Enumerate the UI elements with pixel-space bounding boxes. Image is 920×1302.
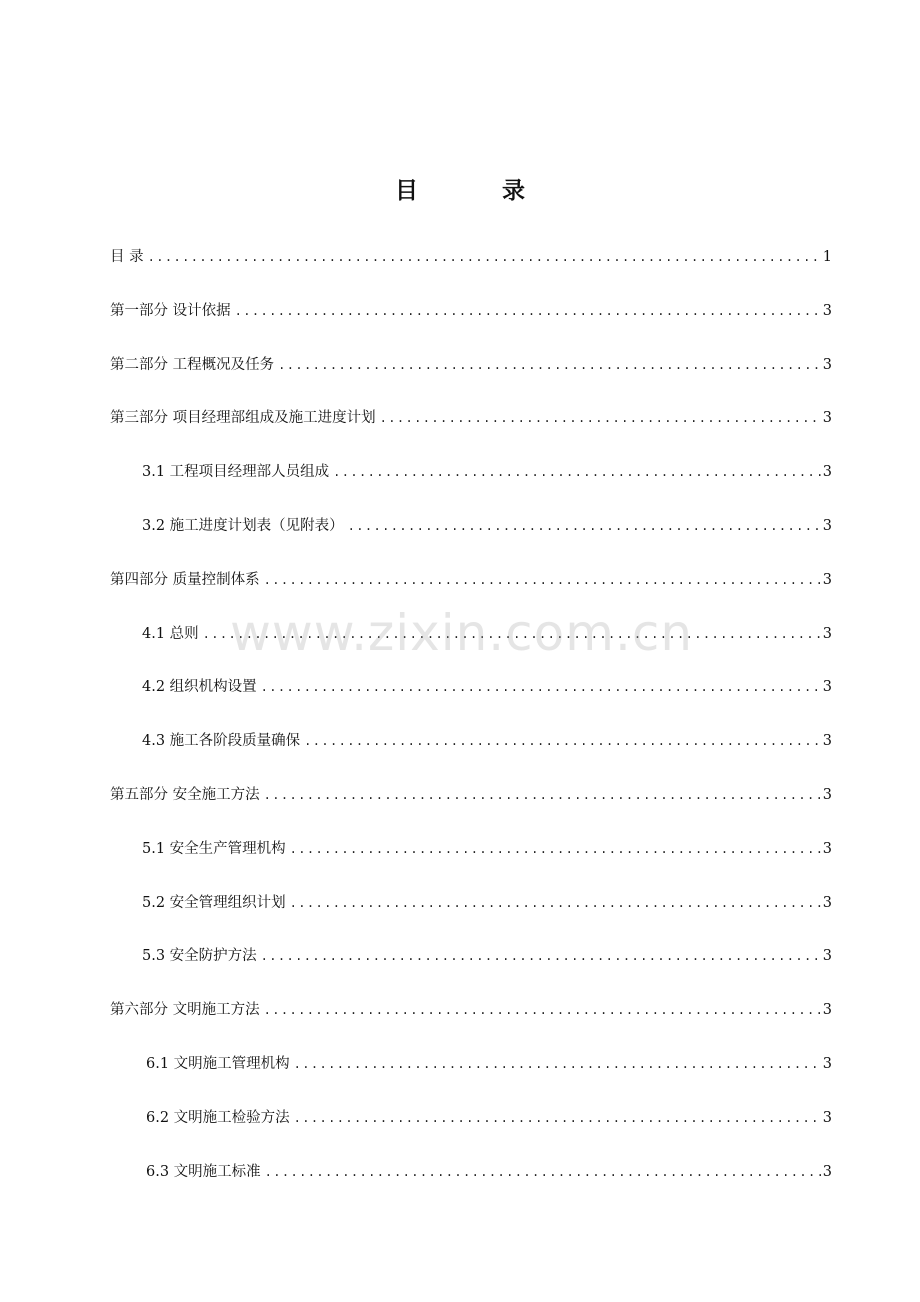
toc-entry[interactable] <box>110 455 832 509</box>
toc-entry-text: 第三部分 项目经理部组成及施工进度计划 <box>110 410 376 427</box>
toc-leader-dots <box>278 348 821 382</box>
toc-entry-text: 第六部分 文明施工方法 <box>110 1002 260 1019</box>
toc-entry-page: 3 <box>822 1109 832 1126</box>
watermark-text: www.zixin.com.cn <box>230 604 694 662</box>
toc-entry-text: 4.3 施工各阶段质量确保 <box>142 733 301 750</box>
toc-entry[interactable] <box>110 670 832 724</box>
toc-entry-text: 目 录 <box>110 249 144 265</box>
toc-entry[interactable] <box>110 993 832 1047</box>
toc-entry-text: 5.3 安全防护方法 <box>142 948 257 965</box>
toc-leader-dots <box>261 939 821 973</box>
toc-entry-page: 3 <box>822 410 832 427</box>
toc-entry[interactable] <box>110 509 832 563</box>
toc-entry[interactable] <box>110 1101 832 1155</box>
toc-entry[interactable] <box>110 832 832 886</box>
toc-entry-page: 3 <box>822 571 832 588</box>
toc-leader-dots <box>264 993 821 1027</box>
toc-entry-text: 4.2 组织机构设置 <box>142 679 257 696</box>
toc-entry-page: 3 <box>822 1163 832 1180</box>
toc-leader-dots <box>380 401 821 435</box>
toc-entry-text: 3.1 工程项目经理部人员组成 <box>142 464 330 481</box>
toc-entry-page: 1 <box>822 249 832 265</box>
toc-entry-page: 3 <box>822 517 832 534</box>
toc-entry-text: 第五部分 安全施工方法 <box>110 786 260 803</box>
toc-leader-dots <box>265 1155 821 1189</box>
toc-entry-page: 3 <box>822 894 832 911</box>
toc-leader-dots <box>348 509 821 543</box>
toc-leader-dots <box>290 886 821 920</box>
toc-entry-text: 第四部分 质量控制体系 <box>110 571 260 588</box>
toc-leader-dots <box>203 617 821 651</box>
toc-entry-page: 3 <box>822 786 832 803</box>
toc-leader-dots <box>264 778 821 812</box>
toc-entry-text: 6.1 文明施工管理机构 <box>146 1055 290 1072</box>
toc-leader-dots <box>264 563 821 597</box>
toc-entry[interactable] <box>110 401 832 455</box>
toc-list <box>110 240 832 1208</box>
toc-entry-page: 3 <box>822 1002 832 1019</box>
toc-leader-dots <box>235 294 821 328</box>
toc-entry-text: 6.2 文明施工检验方法 <box>146 1109 290 1126</box>
toc-entry[interactable] <box>110 886 832 940</box>
toc-entry[interactable] <box>110 348 832 402</box>
toc-entry[interactable] <box>110 778 832 832</box>
toc-entry[interactable] <box>110 724 832 778</box>
toc-entry[interactable] <box>110 1047 832 1101</box>
toc-entry-text: 6.3 文明施工标准 <box>146 1163 261 1180</box>
toc-leader-dots <box>294 1047 821 1081</box>
toc-leader-dots <box>304 724 821 758</box>
toc-leader-dots <box>261 670 821 704</box>
toc-entry-text: 第一部分 设计依据 <box>110 302 231 319</box>
toc-entry-page: 3 <box>822 356 832 373</box>
toc-entry-page: 3 <box>822 464 832 481</box>
toc-entry[interactable] <box>110 939 832 993</box>
toc-entry-text: 3.2 施工进度计划表（见附表） <box>142 517 344 534</box>
toc-entry-page: 3 <box>822 1055 832 1072</box>
toc-leader-dots <box>333 455 821 489</box>
toc-entry[interactable] <box>110 617 832 671</box>
toc-entry-page: 3 <box>822 302 832 319</box>
toc-leader-dots <box>294 1101 821 1135</box>
toc-leader-dots <box>148 240 821 274</box>
toc-entry[interactable] <box>110 294 832 348</box>
toc-entry[interactable] <box>110 1155 832 1209</box>
toc-leader-dots <box>290 832 821 866</box>
toc-entry-text: 第二部分 工程概况及任务 <box>110 356 275 373</box>
toc-entry[interactable] <box>110 563 832 617</box>
toc-entry-page: 3 <box>822 948 832 965</box>
toc-entry-text: 4.1 总则 <box>142 625 199 642</box>
toc-entry-page: 3 <box>822 679 832 696</box>
toc-entry-page: 3 <box>822 840 832 857</box>
toc-entry-text: 5.2 安全管理组织计划 <box>142 894 286 911</box>
toc-entry[interactable] <box>110 240 832 294</box>
toc-entry-page: 3 <box>822 733 832 750</box>
toc-entry-page: 3 <box>822 625 832 642</box>
toc-title: 目 录 <box>394 178 563 204</box>
toc-entry-text: 5.1 安全生产管理机构 <box>142 840 286 857</box>
